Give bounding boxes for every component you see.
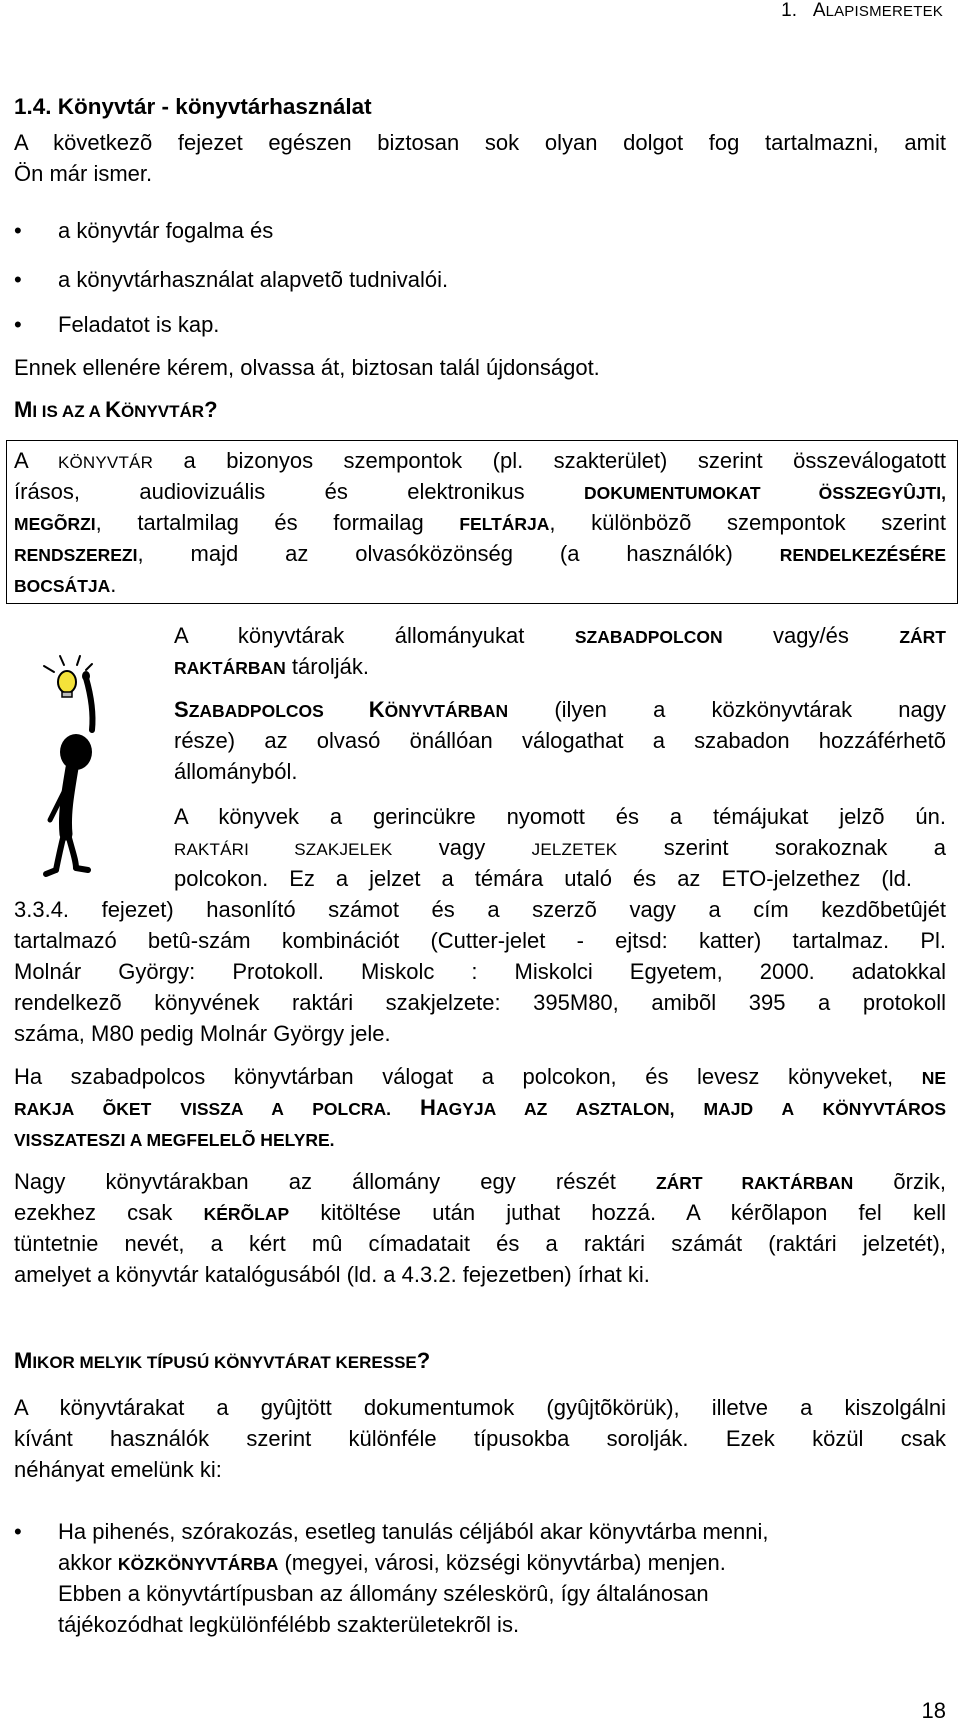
bullet-icon: • — [14, 312, 22, 337]
page-number: 18 — [921, 1698, 946, 1723]
storage-line-1: A könyvtárak állományukat SZABADPOLCON vagy/és ZÁRT — [174, 623, 946, 648]
bullet-icon: • — [14, 1519, 22, 1544]
definition-line-2: írásos, audiovizuális és elektronikus DOKUMENTUMOKAT ÖSSZEGYÛJTI, — [14, 479, 947, 504]
bullet-icon: • — [14, 218, 22, 243]
list-item-text: a könyvtárhasználat alapvetõ tudnivalói. — [58, 267, 449, 292]
return-line-1: Ha szabadpolcos könyvtárban válogat a polcokon, és levesz könyveket, NE — [14, 1064, 946, 1089]
chapter-title-rest: LAPISMERETEK — [825, 3, 943, 20]
call-numbers-line-2: RAKTÁRI SZAKJELEK vagy JELZETEK szerint sorakoznak a — [174, 835, 946, 860]
intro-line-1: A következõ fejezet egészen biztosan sok olyan dolgot fog tartalmazni, amit — [14, 130, 946, 155]
open-shelf-line-3: állományból. — [174, 759, 298, 784]
list-item-text: Feladatot is kap. — [58, 312, 220, 337]
section-title: 1.4. Könyvtár - könyvtárhasználat — [14, 94, 372, 119]
heading-what-is-library: MI IS AZ A KÖNYVTÁR? — [14, 397, 218, 422]
return-line-3: VISSZATESZI A MEGFELELÕ HELYRE. — [14, 1130, 335, 1150]
call-numbers-line-6: Molnár György: Protokoll. Miskolc : Miskolci Egyetem, 2000. adatokkal — [14, 959, 946, 984]
definition-line-3: MEGÕRZI, tartalmilag és formailag FELTÁRJA, különbözõ szempontok szerint — [14, 510, 946, 535]
call-numbers-line-8: száma, M80 pedig Molnár György jele. — [14, 1021, 391, 1046]
public-library-line-1: Ha pihenés, szórakozás, esetleg tanulás céljából akar könyvtárba menni, — [58, 1519, 769, 1544]
call-numbers-line-1: A könyvek a gerincükre nyomott és a témájukat jelzõ ún. — [174, 804, 946, 829]
heading-which-library: MIKOR MELYIK TÍPUSÚ KÖNYVTÁRAT KERESSE? — [14, 1348, 431, 1373]
open-shelf-line-1: SZABADPOLCOS KÖNYVTÁRBAN (ilyen a közkönyvtárak nagy — [174, 697, 947, 722]
running-header — [781, 0, 943, 22]
chapter-title-initial: A — [812, 0, 826, 21]
call-numbers-line-5: tartalmazó betû-szám kombinációt (Cutter-jelet - ejtsd: katter) tartalmaz. Pl. — [14, 928, 946, 953]
return-line-2: RAKJA ÕKET VISSZA A POLCRA. HAGYJA AZ ASZTALON, MAJD A KÖNYVTÁROS — [14, 1095, 946, 1120]
intro-closing: Ennek ellenére kérem, olvassa át, biztosan talál újdonságot. — [14, 355, 600, 380]
idea-figure-illustration — [30, 652, 140, 880]
definition-line-1: A KÖNYVTÁR a bizonyos szempontok (pl. szakterület) szerint összeválogatott — [14, 448, 946, 473]
public-library-line-3: Ebben a könyvtártípusban az állomány széleskörû, így általánosan — [58, 1581, 709, 1606]
types-line-2: kívánt használók szerint különféle típusokba sorolják. Ezek közül csak — [14, 1426, 946, 1451]
closed-stack-line-4: amelyet a könyvtár katalógusából (ld. a 4.3.2. fejezetben) írhat ki. — [14, 1262, 650, 1287]
list-item-text: a könyvtár fogalma és — [58, 218, 274, 243]
closed-stack-line-1: Nagy könyvtárakban az állomány egy részét ZÁRT RAKTÁRBAN õrzik, — [14, 1169, 946, 1194]
call-numbers-line-4: 3.3.4. fejezet) hasonlító számot és a szerzõ vagy a cím kezdõbetûjét — [14, 897, 946, 922]
public-library-line-2: akkor KÖZKÖNYVTÁRBA (megyei, városi, községi könyvtárba) menjen. — [58, 1550, 726, 1575]
definition-line-4: RENDSZEREZI, majd az olvasóközönség (a használók) RENDELKEZÉSÉRE — [14, 541, 946, 566]
storage-line-2: RAKTÁRBAN tárolják. — [174, 654, 369, 679]
call-numbers-line-7: rendelkezõ könyvének raktári szakjelzete: 395M80, amibõl 395 a protokoll — [14, 990, 946, 1015]
definition-line-5: BOCSÁTJA. — [14, 572, 117, 597]
public-library-line-4: tájékozódhat legkülönfélébb szakterületekrõl is. — [58, 1612, 520, 1637]
call-numbers-line-3: polcokon. Ez a jelzet a témára utaló és az ETO-jelzethez (ld. — [174, 866, 912, 891]
bullet-icon: • — [14, 267, 22, 292]
types-line-3: néhányat emelünk ki: — [14, 1457, 222, 1482]
types-line-1: A könyvtárakat a gyûjtött dokumentumok (gyûjtõkörük), illetve a kiszolgálni — [14, 1395, 946, 1420]
open-shelf-line-2: része) az olvasó önállóan válogathat a szabadon hozzáférhetõ — [174, 728, 946, 753]
intro-line-2: Ön már ismer. — [14, 161, 153, 186]
chapter-number: 1. — [781, 0, 798, 21]
closed-stack-line-3: tüntetnie nevét, a kért mû címadatait és a raktári számát (raktári jelzetét), — [14, 1231, 946, 1256]
closed-stack-line-2: ezekhez csak KÉRÕLAP kitöltése után juthat hozzá. A kérõlapon fel kell — [14, 1200, 946, 1225]
